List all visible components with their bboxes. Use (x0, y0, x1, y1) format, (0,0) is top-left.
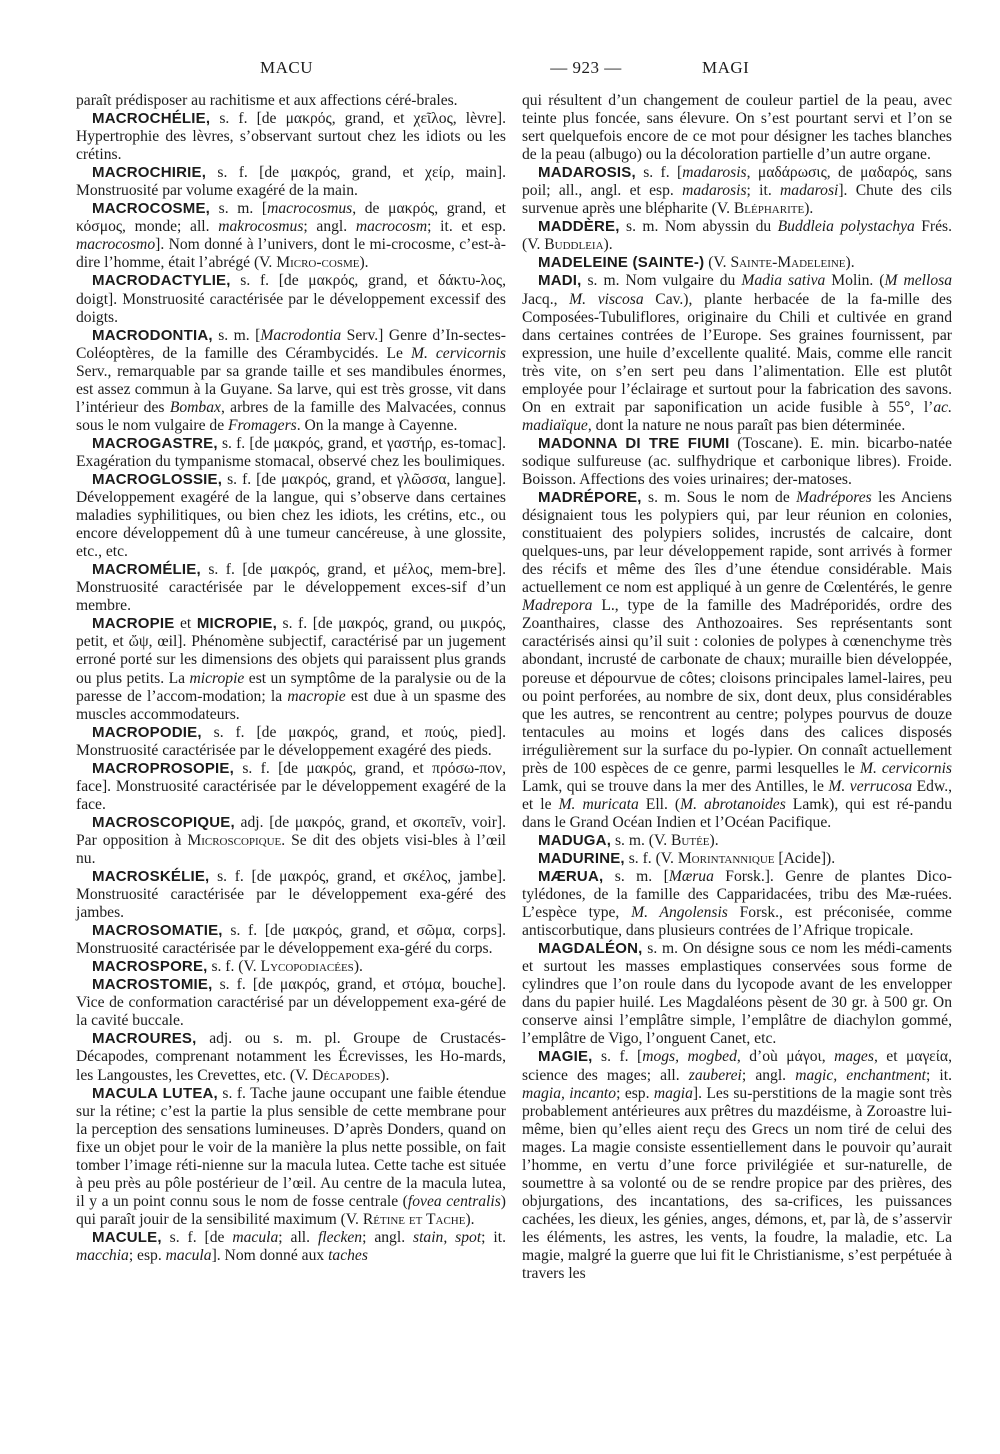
entry-text: ; angl. (303, 218, 356, 236)
page-number: — 923 — (550, 58, 622, 77)
entry-text: les Anciens désignaient tous les polypiers qui, par leur réunion en colonies, constituaient des polypiers solides, incrustés de calcaire, dont quelques-uns, par leur développement rapide, sont arrivés à former des récifs et même des îles d’une étendue considérable. Mais actuellement ce nom est appliqué à un genre de Cœlentérés, le genre (522, 489, 952, 597)
dictionary-entry (76, 1085, 506, 1229)
italic-term: M. cervicornis (410, 344, 507, 362)
entry-text: , μαδάρωσις, de μαδαρός, sans poil; all., angl. et esp. (522, 164, 952, 200)
italic-term: madarosis (682, 182, 747, 200)
italic-term: magia (653, 1084, 693, 1102)
entry-text: ). (603, 236, 613, 254)
entry-text: Forsk., est préconisée, comme antiscorbutique, dans plusieurs contrées de l’Afrique tropicale. (522, 904, 952, 940)
entry-text: [Acide]). (774, 849, 836, 867)
entry-headword: MACROCHÉLIE, (92, 110, 211, 128)
italic-term: mogs, mogbed (642, 1048, 737, 1066)
entry-text: s. m. (V. (611, 831, 671, 849)
entry-text: s. f. [de μακρός, grand, et χείρ, main]. Monstruosité par volume exagéré de la main. (76, 164, 506, 200)
dictionary-entry (76, 868, 506, 922)
entry-text: s. f. [de μακρός, grand, et γαστήρ, es-tomac]. Exagération du tympanisme stomacal, observé chez les boulimiques. (76, 434, 506, 470)
italic-term: Mærua (668, 868, 714, 886)
entry-headword: MACROURES, (92, 1030, 197, 1048)
dictionary-entry (76, 922, 506, 958)
italic-term: M. viscosa (569, 290, 644, 308)
entry-text: Edw., et le (522, 777, 952, 813)
entry-text: Ell. ( (638, 795, 681, 813)
header-left-guide-word: MACU (260, 58, 314, 77)
entry-headword: MACROGASTRE, (92, 434, 218, 452)
italic-term: micropie (189, 669, 245, 687)
text-columns (76, 92, 952, 1283)
entry-text: ). (353, 958, 363, 976)
entry-text: , d’où μάγοι, (736, 1048, 835, 1066)
entry-text: Jacq., (522, 290, 570, 308)
entry-headword: MICROPIE, (196, 615, 277, 633)
entry-headword: MACULE, (92, 1228, 162, 1246)
entry-headword: MADAROSIS, (538, 164, 636, 182)
dictionary-entry (522, 272, 952, 434)
italic-term: fovea centralis (407, 1192, 501, 1210)
dictionary-entry (76, 1229, 506, 1265)
italic-term: Bombax (169, 398, 221, 416)
entry-text: s. f. [ (592, 1048, 643, 1066)
cross-reference: Décapodes (312, 1066, 381, 1084)
cross-reference: Lycopodiacées (260, 958, 354, 976)
italic-term: Madrepora (522, 597, 593, 615)
italic-term: macula (232, 1228, 279, 1246)
dictionary-entry (522, 489, 952, 832)
cross-reference: Microscopique (187, 831, 282, 849)
italic-term: ac. madiaïque (522, 398, 952, 434)
entry-headword: MACROPROSOPIE, (92, 759, 234, 777)
italic-term: macula (165, 1247, 212, 1264)
italic-term: macrocosmus (267, 200, 353, 218)
running-header (76, 58, 952, 88)
entry-headword: MADRÉPORE, (538, 489, 642, 507)
dictionary-entry (76, 164, 506, 200)
entry-text: ). (709, 831, 719, 849)
entry-text: s. f. [de μακρός, grand, et σκέλος, jambe]. Monstruosité caractérisée par le développement exa-géré des jambes. (76, 868, 506, 922)
dictionary-entry (522, 868, 952, 940)
entry-headword: MACROGLOSSIE, (92, 470, 223, 488)
dictionary-entry (76, 958, 506, 976)
entry-text: est due à un spasme des muscles accommodateurs. (76, 687, 506, 723)
entry-headword: MADONNA DI TRE FIUMI (538, 434, 730, 452)
italic-term: Buddleia polystachya (777, 218, 915, 236)
entry-text: , et μαγεία, science des mages; all. (522, 1048, 952, 1084)
entry-text: adj. ou s. m. pl. Groupe de Crustacés-Décapodes, comprenant notamment les Écrevisses, les Ho-mards, les Langoustes, les Crevettes, etc. (V. (76, 1030, 506, 1084)
entry-text: ). (804, 200, 814, 218)
entry-text: et (174, 615, 197, 633)
italic-term: flecken (317, 1228, 363, 1246)
cross-reference: Blépharite (733, 200, 805, 218)
italic-term: magic, enchantment (795, 1066, 926, 1084)
entry-text: s. f. [de μακρός, grand, et γλῶσσα, langue]. Développement exagéré de la langue, qui s’observe dans certaines maladies syphilitiques, ou bien chez les idiots, les crétins, etc., ou encore développement dû à une tumeur cancéreuse, à une glossite, etc., etc. (76, 470, 506, 561)
entry-headword: MACROSCOPIQUE, (92, 813, 235, 831)
entry-text: ]. Nom donné à l’univers, dont le mi-crocosme, c’est-à-dire l’homme, était l’abrégé (V. (76, 236, 506, 272)
dictionary-entry (76, 615, 506, 723)
italic-term: M. abrotanoides (680, 795, 786, 813)
dictionary-entry (76, 561, 506, 615)
entry-headword: MAGIE, (538, 1048, 593, 1066)
entry-text: Frés. (V. (522, 218, 953, 254)
dictionary-entry (76, 110, 506, 164)
continued-text (522, 92, 952, 164)
dictionary-entry (522, 164, 952, 218)
dictionary-entry (76, 760, 506, 814)
entry-headword: MACROCOSME, (92, 200, 211, 218)
dictionary-entry (76, 327, 506, 435)
entry-text: Lamk, qui se trouve dans la mer des Antilles, le (522, 777, 829, 795)
header-right-guide-word: MAGI (702, 58, 750, 77)
cross-reference: Morintannique (677, 849, 775, 867)
entry-text: ; esp. (128, 1247, 166, 1264)
entry-text: adj. [de μακρός, grand, et σκοπεῖν, voir]. Par opposition à (76, 813, 506, 849)
entry-text: ]. Les su-perstitions de la magie sont très probablement antérieures aux prêtres du mazdéisme, à Zoroastre lui-même, bien qu’elles aient reçu des Grecs un nom tiré de celui des mages. La magie consiste essentiellement dans le pouvoir qu’aurait l’homme, en vertu d’une force privilégiée et sur-naturelle, de soumettre à sa volonté ou de se rendre propice par des prières, des objurgations, des incantations, des sa-crifices, les puissances cachées, les dieux, les génies, anges, démons, et, par là, de s’asservir les éléments, les astres, les vents, la foudre, la maladie, etc. La magie, malgré la guerre que lui fit le Christianisme, s’est perpétuée à travers les (522, 1084, 952, 1283)
cross-reference: Sainte-Madeleine (730, 254, 846, 272)
entry-text: s. m. Nom vulgaire du (581, 272, 742, 290)
entry-text: ) qui paraît jouir de la sensibilité maximum (V. (76, 1192, 506, 1228)
entry-text: s. f. [de μακρός, grand, et μέλος, mem-bre]. Monstruosité caractérisée par le développement exces-sif d’un membre. (76, 561, 506, 615)
entry-text: Serv., remarquable par sa grande taille et ses mandibules énormes, est assez commun à la Guyane. Sa larve, qui est très grosse, vit dans l’intérieur des (76, 362, 506, 416)
entry-headword: MADDÈRE, (538, 218, 620, 236)
entry-text: ). (359, 254, 369, 272)
entry-text: s. f. [de μακρός, grand, et πρόσω-πον, face]. Monstruosité caractérisée par le développement exagéré de la face. (76, 759, 506, 813)
cross-reference: Rétine et Tache (362, 1210, 466, 1228)
entry-headword: MACROPIE (92, 615, 175, 633)
entry-text: s. f. [de μακρός, grand, et χεῖλος, lèvre]. Hypertrophie des lèvres, s’observant surtout chez les idiots ou les crétins. (76, 110, 506, 164)
entry-headword: MADUGA, (538, 831, 612, 849)
italic-term: macrocosmo (76, 236, 156, 254)
dictionary-entry (76, 1030, 506, 1084)
dictionary-entry (522, 850, 952, 868)
entry-headword: MÆRUA, (538, 868, 604, 886)
entry-headword: MAGDALÉON, (538, 940, 643, 958)
entry-text: Serv.] Genre d’In-sectes-Coléoptères, de la famille des Cérambycidés. Le (76, 326, 506, 362)
italic-term: M. cervicornis (859, 759, 952, 777)
entry-text: Lamk), qui est ré-pandu dans le Grand Océan Indien et l’Océan Pacifique. (522, 795, 952, 831)
italic-term: macropie (287, 687, 346, 705)
italic-term: M. verrucosa (828, 777, 913, 795)
italic-term: macrocosm (355, 218, 428, 236)
dictionary-entry (522, 940, 952, 1048)
dictionary-entry (76, 814, 506, 868)
entry-text: (Toscane). E. min. bicarbo-natée sodique sulfureuse (ac. sulfhydrique et carbonique libres). Froide. Boisson. Affections des voies urinaires; der-matoses. (522, 434, 952, 488)
italic-term: Madrépores (796, 489, 872, 507)
italic-term: macchia (76, 1247, 129, 1264)
italic-term: Madia sativa (741, 272, 826, 290)
entry-text: . On la mange à Cayenne. (296, 416, 458, 434)
dictionary-entry (76, 724, 506, 760)
italic-term: magia, incanto (522, 1084, 617, 1102)
entry-text: s. m. Nom abyssin du (619, 218, 778, 236)
entry-headword: MACROSOMATIE, (92, 922, 223, 940)
entry-text: . Se dit des objets visi-bles à l’œil nu. (76, 831, 506, 867)
entry-text: s. m. Sous le nom de (641, 489, 797, 507)
entry-text: ; esp. (616, 1084, 654, 1102)
entry-text: ). (380, 1066, 390, 1084)
entry-text: ; it. (925, 1066, 952, 1084)
entry-text: est un symptôme de la paralysie ou de la paresse de l’accom-modation; la (76, 669, 507, 705)
entry-text: ). (845, 254, 855, 272)
entry-text: , de μακρός, grand, et κόσμος, monde; all. (76, 200, 506, 236)
entry-text: qui résultent d’un changement de couleur partiel de la peau, avec teinte plus foncée, sans élevure. On s’est pourtant servi et l’on se sert quelquefois encore de ce mot pour désigner les taches blanches de la peau (albugo) ou la décoloration partielle d’un autre organe. (522, 92, 952, 164)
entry-text: s. f. [de μακρός, grand, et πούς, pied]. Monstruosité caractérisée par le développement exagéré des pieds. (76, 723, 506, 759)
italic-term: stain, spot (413, 1228, 482, 1246)
dictionary-entry (76, 471, 506, 561)
entry-text: s. f. [de μακρός, grand, et δάκτυ-λος, doigt]. Monstruosité caractérisée par le développement excessif des doigts. (76, 272, 506, 326)
entry-text: s. f. (V. (624, 849, 678, 867)
entry-headword: MADELEINE (SAINTE-) (538, 254, 705, 272)
entry-headword: MACROSPORE, (92, 958, 208, 976)
entry-headword: MACRODONTIA, (92, 326, 213, 344)
dictionary-entry (522, 1048, 952, 1283)
entry-headword: MACROSKÉLIE, (92, 868, 210, 886)
dictionary-entry (522, 832, 952, 850)
entry-headword: MACRODACTYLIE, (92, 272, 231, 290)
entry-headword: MADURINE, (538, 849, 625, 867)
italic-term: madarosi (780, 182, 839, 200)
entry-text: s. f. Tache jaune occupant une faible étendue sur la rétine; c’est la partie la plus sensible de cette membrane pour la perception des sensations lumineuses. D’après Donders, quand on fixe un objet pour le voir de la manière la plus nette possible, on fait tomber l’image réti-nienne sur la macula lutea. Cette tache est située à peu près au pôle postérieur de l’œil. Au centre de la macula lutea, il y a un point connu sous le nom de fosse centrale ( (76, 1084, 506, 1210)
entry-text: ; it. et esp. (427, 218, 506, 236)
dictionary-entry (76, 435, 506, 471)
cross-reference: Buddleia (544, 236, 604, 254)
entry-text: Molin. ( (825, 272, 885, 290)
entry-headword: MACROMÉLIE, (92, 561, 201, 579)
italic-term: makrocosmus (218, 218, 304, 236)
entry-text: s. f. [de μακρός, grand, ou μικρός, petit, et ὤψ, œil]. Phénomène subjectif, caractérisé par un jugement erroné porté sur les dimensions des objets qui paraissent plus grands ou plus petits. La (76, 615, 506, 687)
entry-text: L., type de la famille des Madréporidés, ordre des Zoanthaires, classe des Anthozoaires. Ses représentants sont caractérisés ainsi qu’il suit : colonies de polypes à cœnenchyme très abondant, incrusté de carbonate de chaux; muraille bien développée, poreuse et dépourvue de côtes; cloisons principales lamel-laires, peu ou point perforées, au nombre de six, dont deux, plus considérables que les autres, se rencontrent au centre; polypes pourvus de douze tentacules au moins et logés dans des calices disposés irrégulièrement sur la surface du po-lypier. On connaît actuellement près de 100 espèces de ce genre, parmi lesquelles le (522, 597, 952, 777)
entry-text: (V. (704, 254, 731, 272)
cross-reference: Micro-cosme (276, 254, 360, 272)
entry-text: s. f. [de μακρός, grand, et στόμα, bouche]. Vice de conformation caractérisé par un développement exa-géré de la cavité buccale. (76, 976, 506, 1030)
entry-text: ]. Nom donné aux (211, 1247, 329, 1264)
italic-term: M mellosa (884, 272, 952, 290)
dictionary-entry (76, 272, 506, 326)
italic-term: madarosis (682, 164, 747, 182)
continued-text (76, 92, 506, 110)
dictionary-entry (76, 200, 506, 272)
entry-text: ; angl. (741, 1066, 796, 1084)
dictionary-entry (522, 254, 952, 272)
entry-text: ; it. (481, 1228, 506, 1246)
entry-headword: MACULA LUTEA, (92, 1084, 218, 1102)
cross-reference: Butée (671, 831, 710, 849)
entry-text: ]. Chute des cils survenue après une blépharite (V. (522, 182, 953, 218)
entry-text: s. m. [ (212, 326, 261, 344)
left-column (76, 92, 506, 1283)
entry-text: ; it. (746, 182, 781, 200)
entry-text: Cav.), plante herbacée de la fa-mille des Composées-Tubuliflores, originaire du Chili et cultivée en grand dans certaines contrées de l’Europe. Ses graines fournissent, par expression, une huile d’excellente qualité. Mais, comme elle rancit très vite, on s’en sert peu dans l’alimentation. Elle est plutôt employée pour l’éclairage et surtout pour la fabrication des savons. On en extrait par saponification un acide fusible à 55°, l’ (522, 290, 952, 416)
dictionary-entry (522, 218, 952, 254)
dictionary-entry (522, 435, 952, 489)
entry-text: ). (465, 1210, 475, 1228)
entry-headword: MACROPODIE, (92, 723, 202, 741)
entry-text: s. m. [ (603, 868, 669, 886)
entry-text: s. f. [de (161, 1228, 233, 1246)
italic-term: taches (328, 1247, 368, 1264)
italic-term: mages (834, 1048, 874, 1066)
entry-headword: MADI, (538, 272, 582, 290)
entry-text: s. m. [ (210, 200, 268, 218)
entry-text: s. f. (V. (207, 958, 261, 976)
italic-term: Fromagers (228, 416, 297, 434)
entry-headword: MACROCHIRIE, (92, 164, 207, 182)
entry-text: ; all. (278, 1228, 318, 1246)
entry-text: paraît prédisposer au rachitisme et aux affections céré-brales. (76, 92, 458, 109)
entry-text: s. f. [de μακρός, grand, et σῶμα, corps]. Monstruosité caractérisée par le développement exa-géré du corps. (76, 922, 506, 958)
entry-text: s. m. On désigne sous ce nom les médi-caments et surtout les masses emplastiques conservées sous forme de cylindres que l’on roule dans du lycopode avant de les envelopper dans du papier huilé. Les Magdaléons pèsent de 30 gr. à 500 gr. On conserve ainsi l’emplâtre simple, l’emplâtre de diachylon gommé, l’emplâtre de Vigo, l’onguent Canet, etc. (522, 940, 952, 1048)
italic-term: M. Angolensis (631, 904, 728, 922)
entry-text: Forsk.]. Genre de plantes Dico-tylédones, de la famille des Capparidacées, tribu des Mæ-ruées. L’espèce type, (522, 868, 952, 922)
italic-term: M. muricata (558, 795, 639, 813)
entry-headword: MACROSTOMIE, (92, 976, 213, 994)
italic-term: Macrodontia (260, 326, 342, 344)
italic-term: zauberei (688, 1066, 742, 1084)
entry-text: s. f. [ (635, 164, 683, 182)
right-column (522, 92, 952, 1283)
entry-text: , arbres de la famille des Malvacées, connus sous le nom vulgaire de (76, 398, 506, 434)
entry-text: ; angl. (362, 1228, 414, 1246)
dictionary-entry (76, 976, 506, 1030)
entry-text: , dont la nature ne nous paraît pas bien déterminée. (587, 416, 906, 434)
